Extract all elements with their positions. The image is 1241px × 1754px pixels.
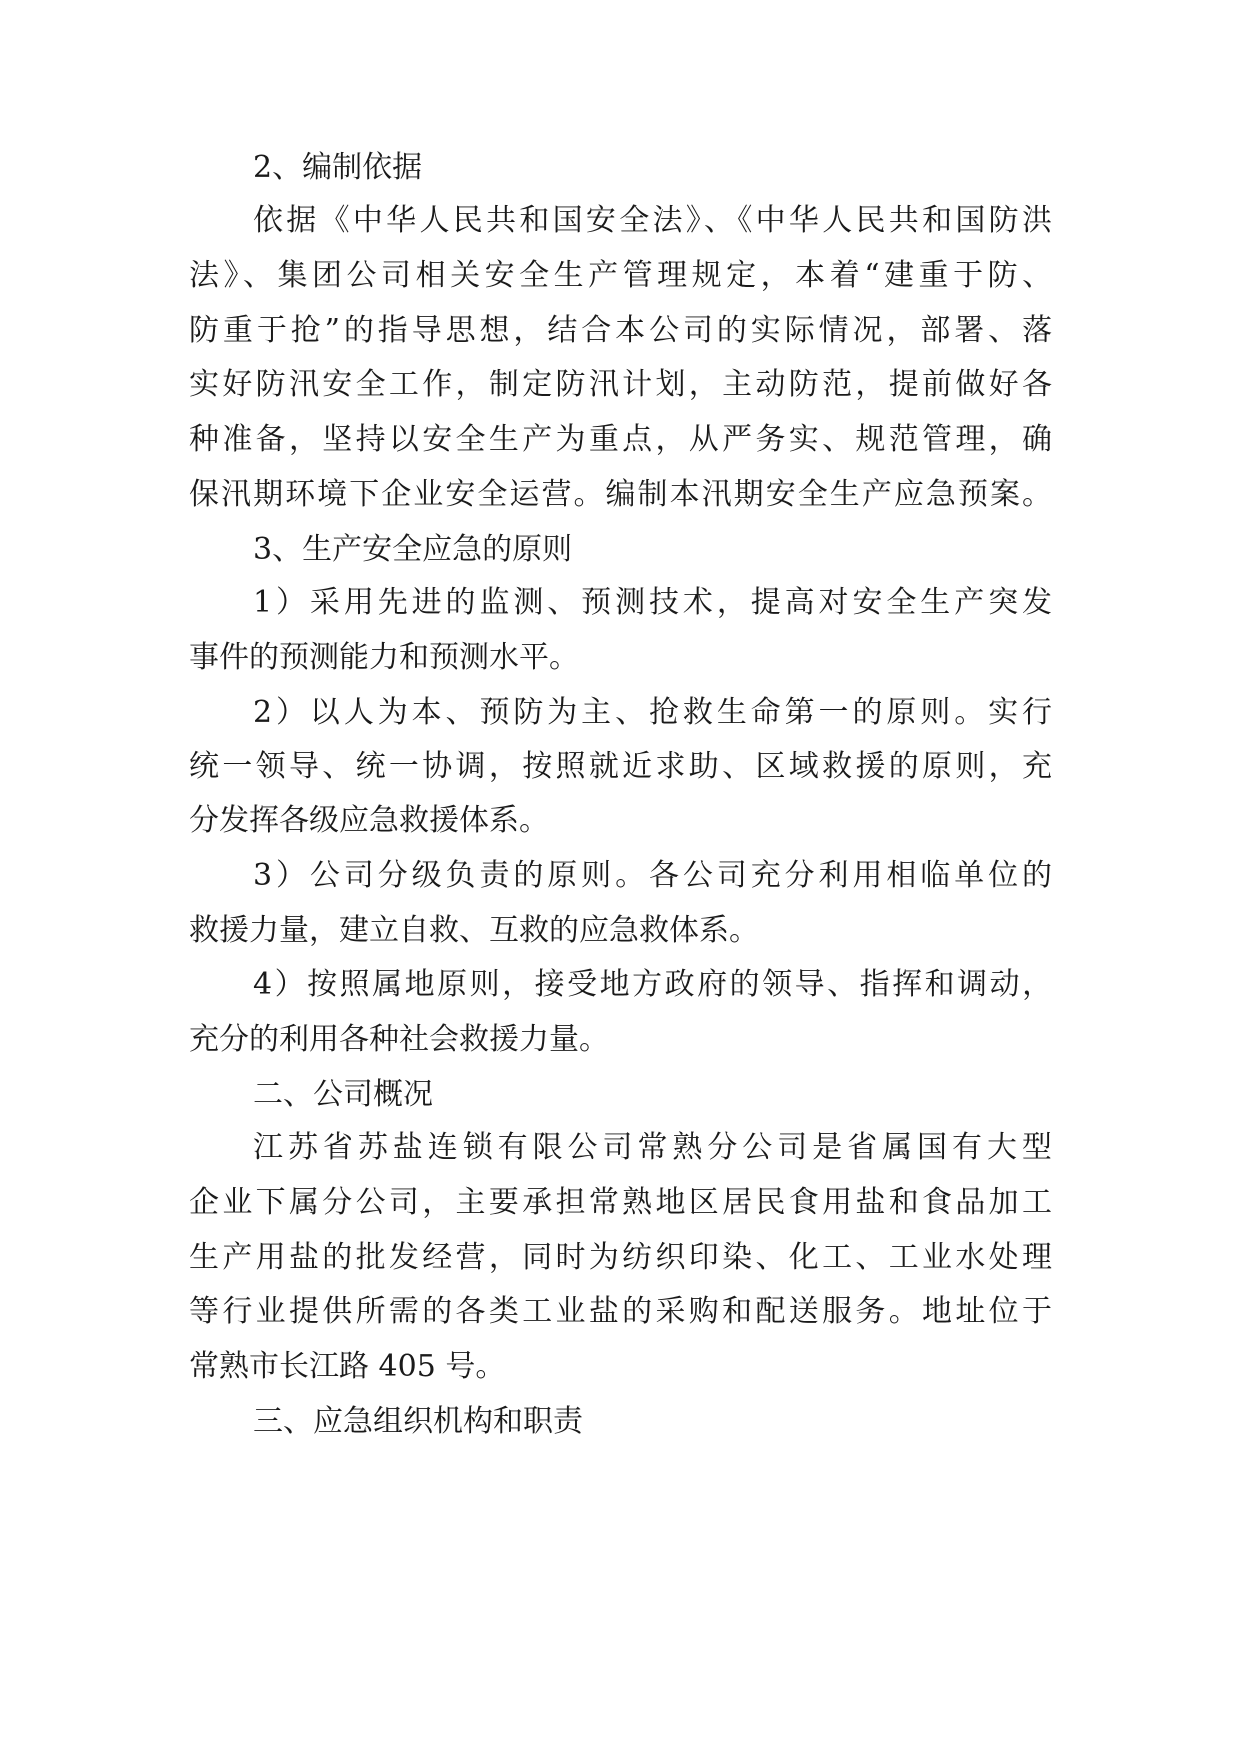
list-item-line: 3）公司分级负责的原则。各公司充分利用相临单位的 — [253, 858, 1056, 893]
list-item-line: 1）采用先进的监测、预测技术，提高对安全生产突发 — [253, 585, 1056, 620]
heading-emergency-principles: 3、生产安全应急的原则 — [253, 532, 573, 567]
list-item-line: 事件的预测能力和预测水平。 — [189, 640, 579, 675]
list-item-line: 统一领导、统一协调，按照就近求助、区域救援的原则，充 — [189, 749, 1056, 784]
paragraph-line: 江苏省苏盐连锁有限公司常熟分公司是省属国有大型 — [253, 1130, 1057, 1165]
list-item-line: 4）按照属地原则，接受地方政府的领导、指挥和调动， — [253, 967, 1055, 1002]
paragraph-line: 防重于抢”的指导思想，结合本公司的实际情况，部署、落 — [189, 313, 1056, 348]
paragraph-line: 企业下属分公司，主要承担常熟地区居民食用盐和食品加工 — [189, 1185, 1056, 1220]
paragraph-line: 生产用盐的批发经营，同时为纺织印染、化工、工业水处理 — [189, 1240, 1056, 1275]
list-item-line: 2）以人为本、预防为主、抢救生命第一的原则。实行 — [253, 695, 1056, 730]
paragraph-line: 等行业提供所需的各类工业盐的采购和配送服务。地址位于 — [189, 1294, 1056, 1329]
paragraph-line: 依据《中华人民共和国安全法》、《中华人民共和国防洪 — [253, 203, 1056, 238]
paragraph-line: 实好防汛安全工作，制定防汛计划，主动防范，提前做好各 — [189, 367, 1056, 402]
paragraph-line: 常熟市长江路 405 号。 — [189, 1349, 506, 1384]
heading-emergency-organization: 三、应急组织机构和职责 — [253, 1404, 583, 1439]
list-item-line: 分发挥各级应急救援体系。 — [189, 803, 549, 838]
heading-compilation-basis: 2、编制依据 — [253, 150, 423, 185]
heading-company-overview: 二、公司概况 — [253, 1077, 433, 1112]
list-item-line: 充分的利用各种社会救援力量。 — [189, 1022, 609, 1057]
list-item-line: 救援力量，建立自救、互救的应急救体系。 — [189, 913, 759, 948]
paragraph-line: 保汛期环境下企业安全运营。编制本汛期安全生产应急预案。 — [189, 477, 1055, 512]
paragraph-line: 种准备，坚持以安全生产为重点，从严务实、规范管理，确 — [189, 422, 1056, 457]
paragraph-line: 法》、集团公司相关安全生产管理规定，本着“建重于防、 — [189, 258, 1057, 293]
